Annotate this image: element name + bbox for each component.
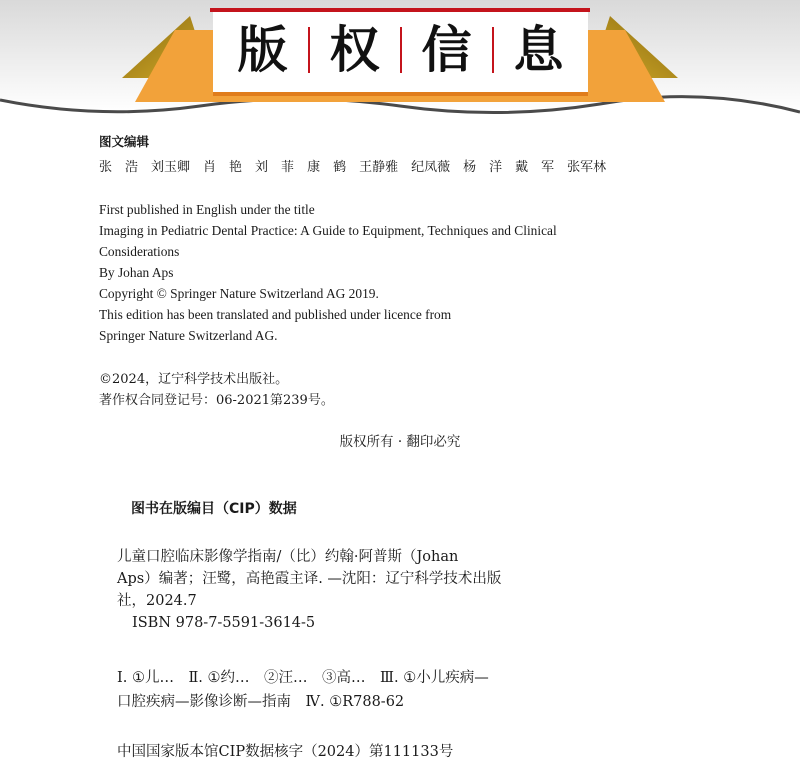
editor-name: 张军林: [567, 160, 607, 175]
cip-number: 中国国家版本馆CIP数据核字（2024）第111133号: [117, 744, 454, 760]
title-char: 息: [513, 21, 564, 79]
classification-line: Ⅰ. ①儿… Ⅱ. ①约… ②汪… ③高… Ⅲ. ①小儿疾病—: [117, 670, 489, 686]
cip-record: [117, 546, 539, 634]
editor-name: 肖 艳: [203, 160, 243, 175]
rights-notice: 版权所有 · 翻印必究: [339, 434, 461, 450]
title-char: 版: [237, 21, 288, 79]
title-divider: [400, 27, 402, 73]
title-char: 信: [421, 21, 472, 79]
title-divider: [492, 27, 494, 73]
editor-name: 康 鹤: [307, 160, 347, 175]
original-edition-line: Considerations: [99, 244, 180, 259]
classification-line: 口腔疾病—影像诊断—指南 Ⅳ. ①R788-62: [117, 694, 405, 710]
editor-name: 刘 菲: [255, 160, 295, 175]
title-char: 权: [329, 21, 380, 79]
editors-names: [99, 156, 619, 175]
title-divider: [308, 27, 310, 73]
cip-line: 儿童口腔临床影像学指南/（比）约翰·阿普斯（Johan: [117, 549, 459, 565]
original-edition-line: This edition has been translated and published under licence from: [99, 307, 452, 322]
original-edition-line: First published in English under the title: [99, 202, 315, 217]
cip-heading: 图书在版编目（CIP）数据: [131, 501, 297, 517]
copyright-line: ©2024，辽宁科学技术出版社。: [99, 372, 289, 387]
cip-line: 社，2024.7: [117, 593, 197, 609]
cip-classification: [117, 666, 533, 714]
editor-name: 刘玉卿: [151, 160, 191, 175]
original-edition-line: Springer Nature Switzerland AG.: [99, 328, 278, 343]
original-edition-info: [99, 199, 557, 346]
original-edition-line: By Johan Aps: [99, 265, 174, 280]
header-banner: [0, 0, 800, 122]
contract-registration-line: 著作权合同登记号：06-2021第239号。: [99, 393, 334, 408]
original-edition-line: Copyright © Springer Nature Switzerland AG 2019.: [99, 286, 379, 301]
editor-name: 纪凤薇: [411, 160, 451, 175]
editor-name: 杨 洋: [463, 160, 503, 175]
isbn: ISBN 978-7-5591-3614-5: [132, 615, 316, 631]
original-edition-line: Imaging in Pediatric Dental Practice: A Guide to Equipment, Techniques and Clinical: [99, 223, 557, 238]
cip-line: Aps）编著；汪鹭，高艳霞主译. —沈阳：辽宁科学技术出版: [117, 571, 502, 587]
editor-name: 王静雅: [359, 160, 399, 175]
banner-title: [213, 10, 588, 90]
editors-heading: 图文编辑: [99, 134, 150, 149]
editor-name: 戴 军: [515, 160, 555, 175]
copyright-info: [99, 369, 334, 411]
editor-name: 张 浩: [99, 160, 139, 175]
